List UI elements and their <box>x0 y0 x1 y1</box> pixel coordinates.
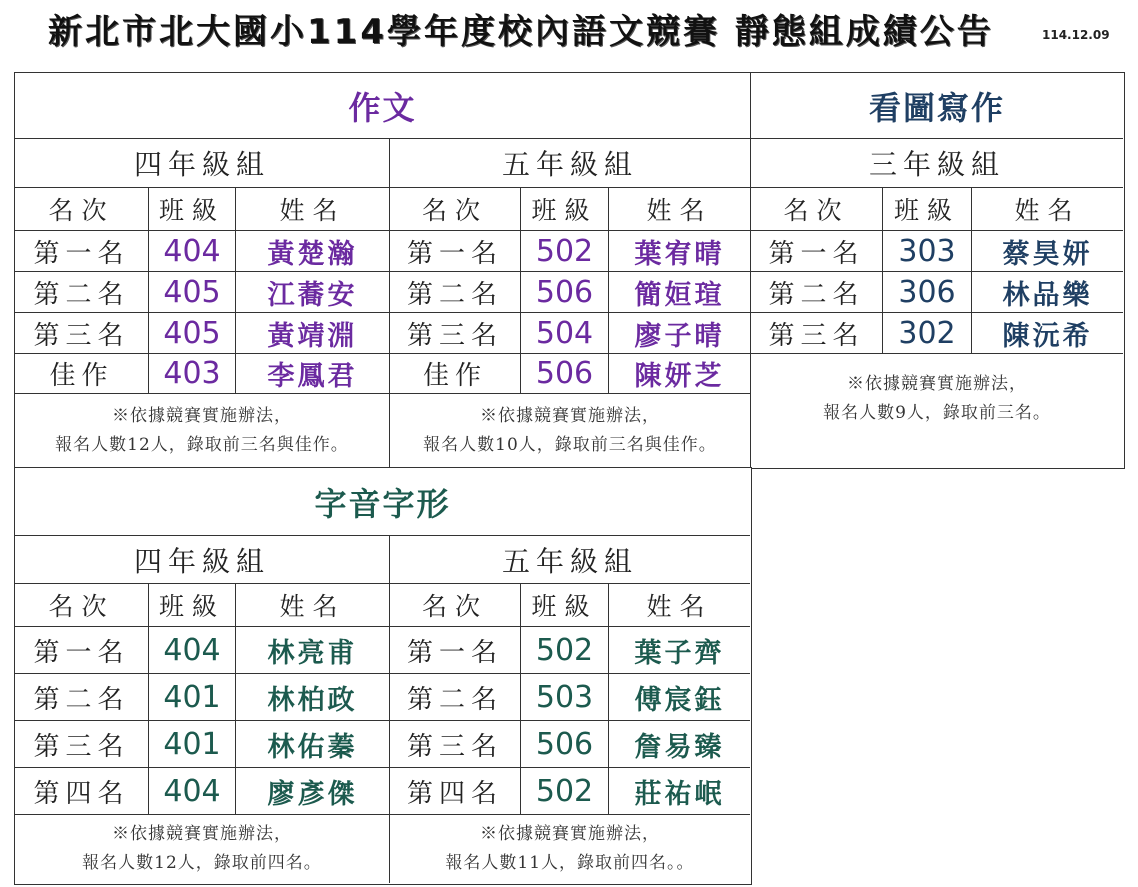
composition-g5-note <box>389 393 750 467</box>
table-cell-rank: 第一名 <box>15 626 148 673</box>
table-cell-name: 黃靖淵 <box>235 312 389 353</box>
col-header-class: 班級 <box>882 187 971 230</box>
table-cell-class: 401 <box>148 673 235 720</box>
table-cell-name: 林品樂 <box>971 271 1123 312</box>
table-cell-rank: 第三名 <box>15 720 148 767</box>
table-cell-class: 405 <box>148 271 235 312</box>
character-section <box>14 467 752 885</box>
table-cell-rank: 第一名 <box>389 230 520 271</box>
table-cell-name: 蔡昊妍 <box>971 230 1123 271</box>
table-cell-class: 404 <box>148 767 235 814</box>
composition-g4-label: 四年級組 <box>15 138 389 187</box>
table-cell-name: 廖子晴 <box>608 312 750 353</box>
table-cell-rank: 第三名 <box>751 312 882 353</box>
note-line: 報名人數9人，錄取前三名。 <box>823 402 1051 423</box>
table-cell-class: 404 <box>148 626 235 673</box>
col-header-rank: 名次 <box>389 187 520 230</box>
page-title: 新北市北大國小114學年度校內語文競賽 靜態組成績公告 <box>48 12 994 52</box>
table-cell-rank: 第四名 <box>389 767 520 814</box>
col-header-class: 班級 <box>148 583 235 626</box>
table-cell-name: 林亮甫 <box>235 626 389 673</box>
table-cell-class: 502 <box>520 626 608 673</box>
col-header-name: 姓名 <box>608 583 750 626</box>
table-cell-class: 306 <box>882 271 971 312</box>
character-g5-label: 五年級組 <box>389 535 750 583</box>
composition-g5-label: 五年級組 <box>389 138 750 187</box>
picture-writing-title: 看圖寫作 <box>868 88 1005 127</box>
note-line: ※依據競賽實施辦法， <box>847 373 1027 394</box>
announcement-date: 114.12.09 <box>1042 28 1110 42</box>
table-cell-name: 林佑蓁 <box>235 720 389 767</box>
page-header <box>0 0 1138 60</box>
table-cell-rank: 第三名 <box>389 720 520 767</box>
note-line: 報名人數11人，錄取前四名。。 <box>445 853 695 873</box>
table-cell-class: 506 <box>520 720 608 767</box>
col-header-name: 姓名 <box>235 187 389 230</box>
note-line: ※依據競賽實施辦法， <box>480 824 660 844</box>
table-cell-rank: 第三名 <box>15 312 148 353</box>
note-line: ※依據競賽實施辦法， <box>112 824 292 844</box>
col-header-class: 班級 <box>148 187 235 230</box>
composition-g4-note <box>15 393 389 467</box>
table-cell-class: 303 <box>882 230 971 271</box>
col-header-class: 班級 <box>520 583 608 626</box>
table-cell-class: 405 <box>148 312 235 353</box>
table-cell-name: 葉子齊 <box>608 626 750 673</box>
character-title: 字音字形 <box>314 484 451 523</box>
table-cell-class: 302 <box>882 312 971 353</box>
table-cell-class: 401 <box>148 720 235 767</box>
table-cell-rank: 佳作 <box>15 353 148 393</box>
table-cell-class: 503 <box>520 673 608 720</box>
table-cell-class: 502 <box>520 230 608 271</box>
table-cell-rank: 第一名 <box>751 230 882 271</box>
col-header-class: 班級 <box>520 187 608 230</box>
table-cell-name: 簡姮瑄 <box>608 271 750 312</box>
table-cell-name: 林柏政 <box>235 673 389 720</box>
character-g4-note <box>15 814 389 883</box>
composition-section <box>14 72 752 469</box>
col-header-rank: 名次 <box>389 583 520 626</box>
table-cell-name: 李鳳君 <box>235 353 389 393</box>
character-g4-label: 四年級組 <box>15 535 389 583</box>
table-cell-rank: 第三名 <box>389 312 520 353</box>
picture-writing-section <box>750 72 1125 469</box>
table-cell-class: 506 <box>520 353 608 393</box>
table-cell-rank: 第二名 <box>389 673 520 720</box>
table-cell-name: 葉宥晴 <box>608 230 750 271</box>
col-header-name: 姓名 <box>235 583 389 626</box>
col-header-rank: 名次 <box>15 583 148 626</box>
table-cell-rank: 佳作 <box>389 353 520 393</box>
table-cell-name: 莊祐岷 <box>608 767 750 814</box>
table-cell-name: 廖彥傑 <box>235 767 389 814</box>
composition-title: 作文 <box>348 88 417 127</box>
table-cell-rank: 第二名 <box>751 271 882 312</box>
table-cell-name: 江蕎安 <box>235 271 389 312</box>
picture-writing-g3-label: 三年級組 <box>751 138 1123 187</box>
col-header-name: 姓名 <box>608 187 750 230</box>
note-line: ※依據競賽實施辦法， <box>480 405 660 426</box>
table-cell-rank: 第一名 <box>389 626 520 673</box>
picture-writing-note <box>751 353 1123 443</box>
note-line: ※依據競賽實施辦法， <box>112 405 292 426</box>
table-cell-class: 404 <box>148 230 235 271</box>
table-cell-rank: 第二名 <box>15 673 148 720</box>
table-cell-class: 506 <box>520 271 608 312</box>
table-cell-name: 陳沅希 <box>971 312 1123 353</box>
note-line: 報名人數12人，錄取前三名與佳作。 <box>55 434 349 455</box>
table-cell-rank: 第二名 <box>389 271 520 312</box>
col-header-name: 姓名 <box>971 187 1123 230</box>
character-g5-note <box>389 814 750 883</box>
note-line: 報名人數12人，錄取前四名。 <box>82 853 322 873</box>
table-cell-class: 403 <box>148 353 235 393</box>
table-cell-name: 傅宸鈺 <box>608 673 750 720</box>
table-cell-name: 陳妍芝 <box>608 353 750 393</box>
table-cell-class: 504 <box>520 312 608 353</box>
table-cell-name: 黃楚瀚 <box>235 230 389 271</box>
table-cell-rank: 第二名 <box>15 271 148 312</box>
table-cell-rank: 第四名 <box>15 767 148 814</box>
table-cell-class: 502 <box>520 767 608 814</box>
table-cell-rank: 第一名 <box>15 230 148 271</box>
table-cell-name: 詹易臻 <box>608 720 750 767</box>
note-line: 報名人數10人，錄取前三名與佳作。 <box>423 434 717 455</box>
col-header-rank: 名次 <box>15 187 148 230</box>
col-header-rank: 名次 <box>751 187 882 230</box>
